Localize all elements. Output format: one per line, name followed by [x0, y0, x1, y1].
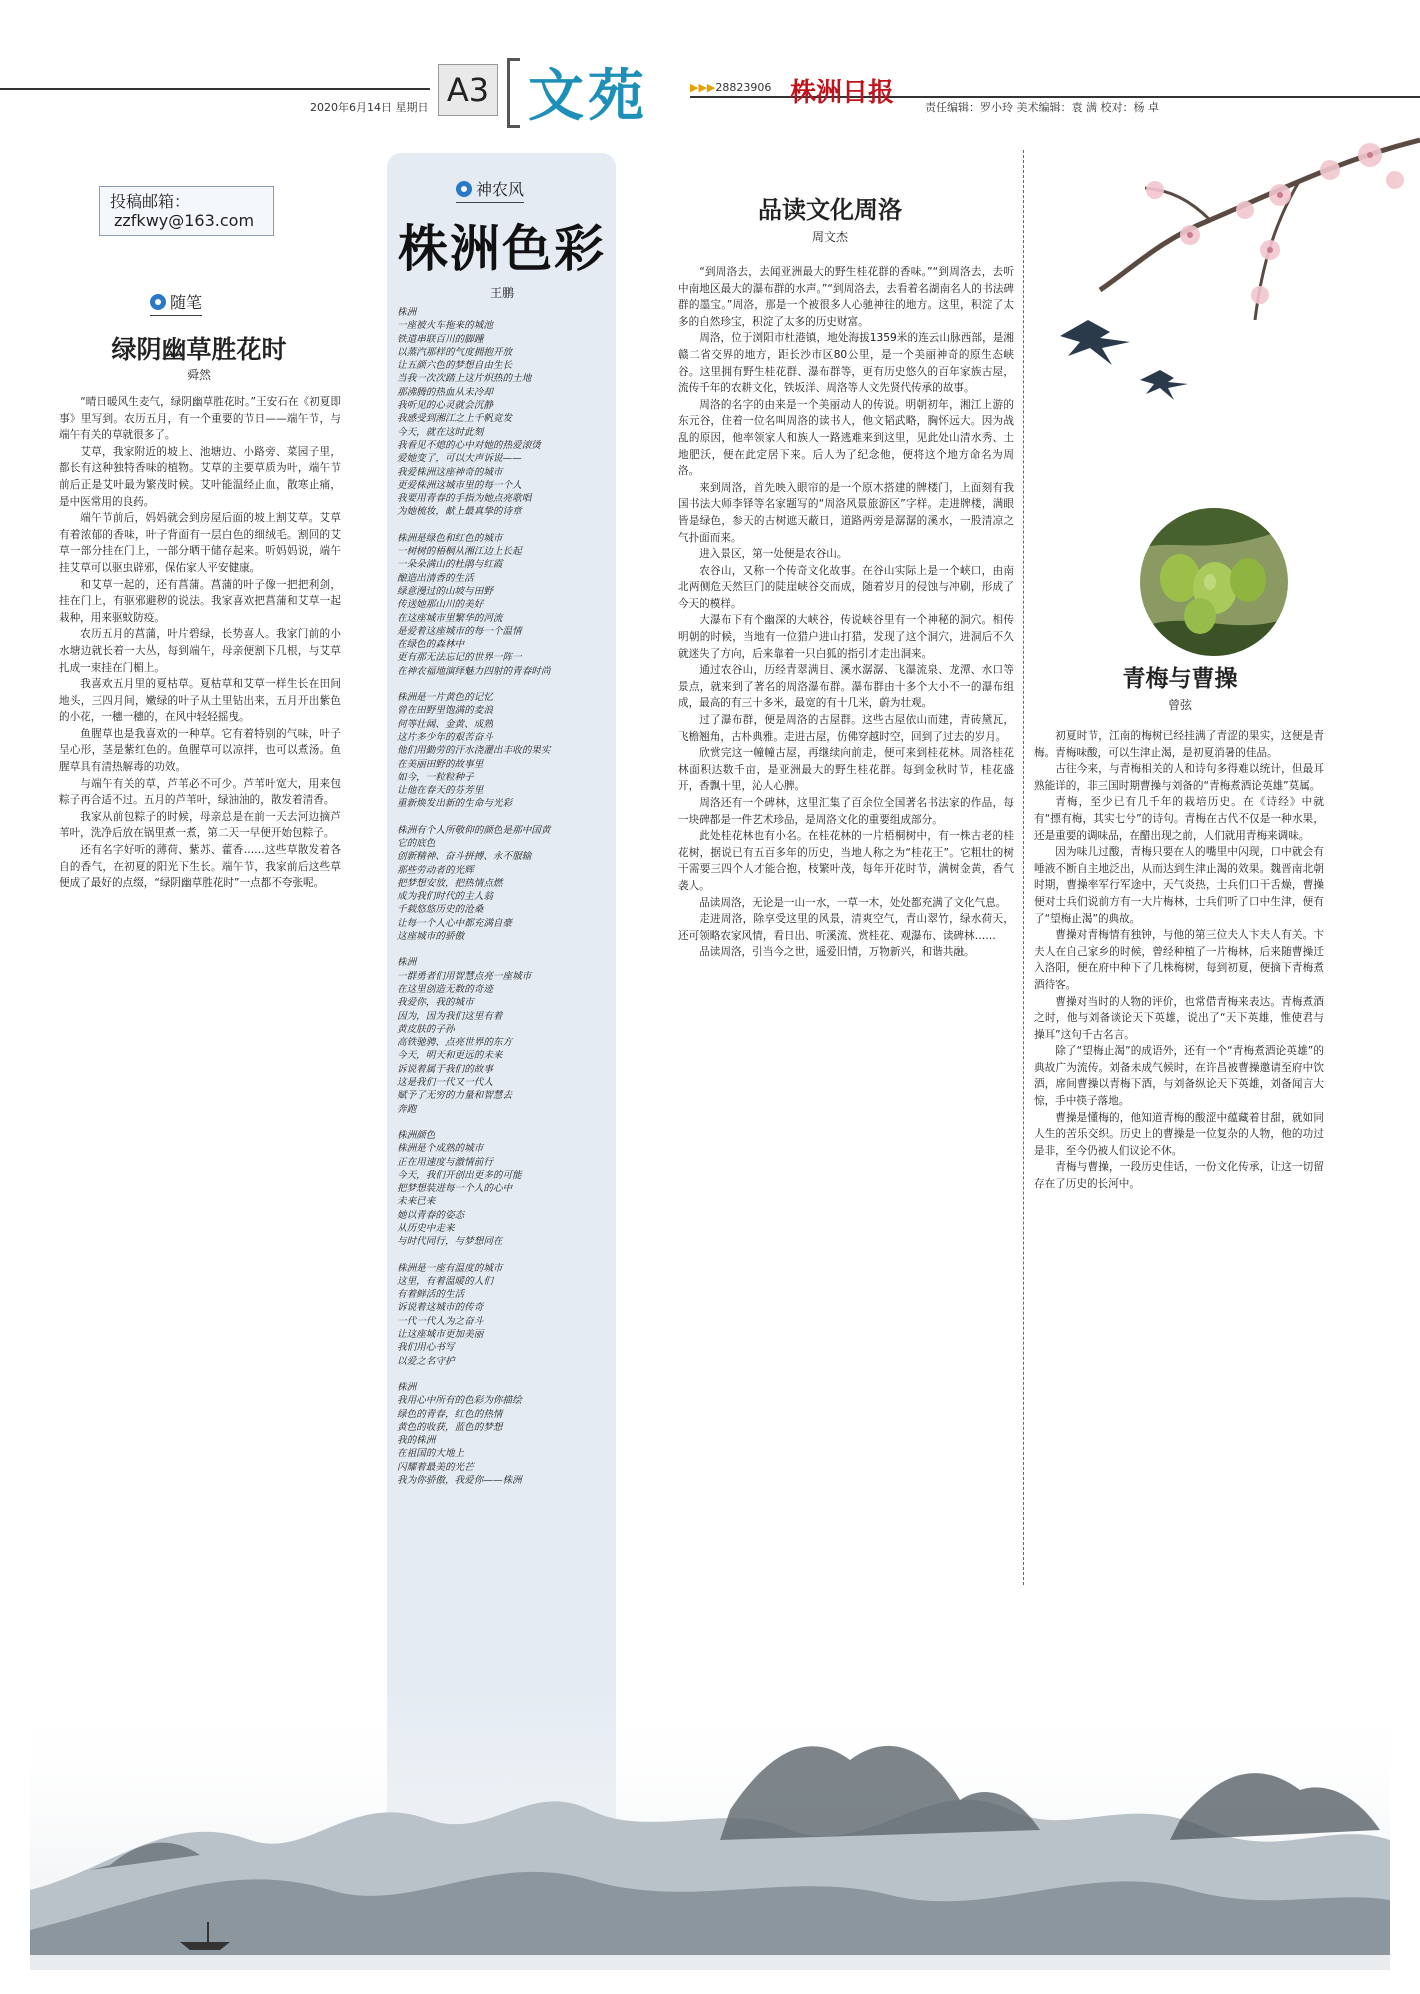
green-plum-photo: [1140, 508, 1288, 656]
paragraph: “晴日暖风生麦气，绿阴幽草胜花时。”王安石在《初夏即事》里写到。农历五月，有一个重要的节日——端午节，与端午有关的草就很多了。: [59, 396, 341, 442]
section-title: 文苑: [528, 64, 648, 129]
poem-line: 株洲是绿色和红色的城市: [397, 532, 503, 544]
poem-line: 这座城市的骄傲: [397, 931, 465, 943]
poem-line: 株洲是个成熟的城市: [397, 1143, 484, 1155]
poem-line: 我为你骄傲，我爱你——株洲: [397, 1475, 522, 1487]
paragraph: 因为味儿过酸，青梅只要在人的嘴里中闪现，口中就会有唾液不断自主地泛出，从而达到生津止渴的效果。魏晋南北朝时期，曹操率军行军途中，天气炎热，士兵们口干舌燥，曹操便对士兵们说前方有一大片梅林，士兵们听了口中生津，便有了“望梅止渴”的典故。: [1034, 846, 1324, 925]
poem-line: 让每一个人心中都充满自豪: [397, 917, 513, 929]
poem-stanza: [397, 1262, 607, 1368]
poem-line: 为她梳妆，献上最真挚的诗章: [397, 506, 522, 518]
paragraph: 过了瀑布群，便是周洛的古屋群。这些古屋依山而建，青砖黛瓦，飞檐翘角，古朴典雅。走进古屋，仿佛穿越时空，回到了过去的岁月。: [678, 714, 1014, 743]
poem-line: 把梦想装进每一个人的心中: [397, 1183, 513, 1195]
poem-line: 那些劳动者的光辉: [397, 864, 474, 876]
paragraph: 我家从前包粽子的时候，母亲总是在前一天去河边摘芦苇叶，洗净后放在锅里煮一煮，第二天一早便开始包粽子。: [59, 810, 341, 840]
paragraph: 曹操对青梅情有独钟，与他的第三位夫人卞夫人有关。卞夫人在自己家乡的时候，曾经种植了一片梅林，后来随曹操迁入洛阳，便在府中种下了几株梅树，每到初夏，便摘下青梅煮酒待客。: [1034, 929, 1324, 991]
poem-author: 王鹏: [489, 286, 514, 300]
hotline: [690, 81, 771, 94]
paragraph: 周洛的名字的由来是一个美丽动人的传说。明朝初年，湘江上游的东元谷，住着一位名叫周洛的读书人，他文韬武略，胸怀远大。因为战乱的原因，他率领家人和族人一路逃难来到这里，见此处山清水秀、土地肥沃，便在此定居下来。后人为了纪念他，便将这个地方命名为周洛。: [678, 398, 1014, 478]
poem-line: 让他在春天的芬芳里: [397, 785, 484, 797]
poem-line: 创新精神、奋斗拼搏、永不服输: [397, 851, 532, 863]
poem-line: 在美丽田野的故事里: [397, 758, 484, 770]
header-rule-left: [0, 88, 430, 90]
poem-title: 株洲色彩: [398, 219, 606, 278]
paragraph: 艾草，我家附近的坡上、池塘边、小路旁、菜园子里，都长有这种独特香味的植物。艾草的主要草质为叶，端午节前后正是艾叶最为繁茂时候。艾叶能温经止血，散寒止痛，是中医常用的良药。: [59, 445, 341, 508]
poem-stanza: [397, 691, 607, 811]
page-number: A3: [438, 64, 498, 116]
poem-line: 传送她那山川的美好: [397, 599, 484, 611]
poem-line: 黄皮肤的子孙: [397, 1023, 455, 1035]
poem-line: 是爱着这座城市的每一个温情: [397, 625, 522, 637]
paragraph: 我喜欢五月里的夏枯草。夏枯草和艾草一样生长在田间地头，三四月间，嫩绿的叶子从土里钻出来，五月开出紫色的小花，一穗一穗的，在风中轻轻摇曳。: [59, 678, 341, 724]
paragraph: 品读周洛，引当今之世，遥爱旧情，万物新兴，和谐共融。: [699, 946, 975, 959]
paragraph: 端午节前后，妈妈就会到房屋后面的坡上割艾草。艾草有着浓郁的香味，叶子背面有一层白色的细绒毛。割回的艾草一部分挂在门上，一部分晒干储存起来。听妈妈说，端午挂艾草可以驱虫辟邪，保佑家人平安健康。: [59, 512, 341, 574]
poem-line: 我们用心书写: [397, 1342, 455, 1354]
poem-line: 她以青春的姿态: [397, 1209, 465, 1221]
paragraph: “到周洛去，去闻亚洲最大的野生桂花群的香味。”“到周洛去，去听中南地区最大的瀑布群的水声。”“到周洛去，去看着名湖南名人的书法碑群的墨宝。”周洛，那是一个被很多人心驰神往的地方。这里，积淀了太多的自然珍宝，积淀了太多的历史财富。: [678, 266, 1014, 328]
poem-line: 我听见的心灵就会沉静: [397, 400, 493, 412]
poem-line: 一树树的梧桐从湘江边上长起: [397, 546, 522, 558]
submission-mailbox: [99, 186, 274, 236]
essay2-author: 周文杰: [811, 230, 848, 244]
paragraph: 还有名字好听的薄荷、紫苏、藿香……这些草散发着各自的香气，在初夏的阳光下生长。端午节，我家前后这些草便成了最好的点缀，“绿阴幽草胜花时”一点都不夸张呢。: [59, 844, 341, 890]
hotline-number: 28823906: [715, 81, 772, 94]
section-bracket: [507, 58, 520, 128]
poem-line: 成为我们时代的主人翁: [397, 891, 493, 903]
essay1-title: 绿阴幽草胜花时: [111, 335, 287, 364]
poem-line: 奔跑: [397, 1103, 417, 1115]
poem-line: 以爱之名守护: [397, 1355, 455, 1367]
poem-line: 一群勇者们用智慧点亮一座城市: [397, 970, 532, 982]
poem-line: 我看见不熄的心中对她的热爱滚烫: [397, 439, 541, 451]
poem-line: 当我一次次踏上这片炽热的土地: [397, 373, 532, 385]
poem-line: 铁道串联百川的脚踵: [397, 333, 484, 345]
poem-line: 我爱你，我的城市: [397, 997, 474, 1009]
poem-line: 株洲: [397, 1381, 417, 1393]
mailbox-email[interactable]: zzfkwy@163.com: [114, 211, 255, 230]
paragraph: 品读周洛，无论是一山一水，一草一木，处处都充满了文化气息。: [699, 896, 1007, 909]
poem-stanza: [397, 956, 607, 1116]
ink-landscape-illustration: [30, 1690, 1390, 1970]
poem-line: 他们用勤劳的汗水浇灌出丰收的果实: [397, 745, 551, 757]
essay3-title: 青梅与曹操: [1122, 665, 1238, 692]
poem-line: 黄色的收获，蓝色的梦想: [397, 1421, 503, 1433]
poem-line: 株洲: [397, 957, 417, 969]
poem-line: 一朵朵满山的杜鹃与红霞: [397, 559, 503, 571]
poem-line: 在这里创造无数的奇迹: [397, 983, 493, 995]
poem-kicker: 神农风: [476, 180, 525, 199]
poem-column-tag: [456, 177, 524, 200]
poem-line: 有着鲜活的生活: [397, 1289, 465, 1301]
paragraph: 古往今来，与青梅相关的人和诗句多得难以统计，但最耳熟能详的，非三国时期曹操与刘备的“青梅煮酒论英雄”莫属。: [1034, 763, 1324, 792]
essay1-column-tag: [150, 290, 202, 313]
poem-line: 更有那无法忘记的世界一阵一: [397, 652, 522, 664]
paragraph: 周洛，位于浏阳市杜港镇，地处海拔1359米的连云山脉西部，是湘赣二省交界的地方，距长沙市区80公里，是一个美丽神奇的原生态峡谷。这里拥有野生桂花群、瀑布群等，更有历史悠久的百年家族古屋，流传千年的农耕文化，铁坂洋、周洛等人文先贤代传承的故事。: [678, 332, 1014, 395]
paragraph: 青梅，至少已有几千年的栽培历史。在《诗经》中就有“摽有梅，其实七兮”的诗句。青梅在古代不仅是一种水果，还是重要的调味品，在醋出现之前，人们就用青梅来调味。: [1034, 796, 1324, 842]
poem-line: 从历史中走来: [397, 1223, 455, 1234]
poem-line: 我要用青春的手指为她点亮歌唱: [397, 493, 532, 505]
essay2-title: 品读文化周洛: [758, 195, 902, 224]
poem-line: 一代一代人为之奋斗: [397, 1315, 484, 1327]
poem-line: 让五颜六色的梦想自由生长: [397, 360, 513, 372]
poem-stanza: [397, 824, 607, 944]
plum-blossom-illustration: [1040, 120, 1420, 450]
poem-stanza: [397, 306, 607, 519]
paragraph: 和艾草一起的，还有菖蒲。菖蒲的叶子像一把把利剑，挂在门上，有驱邪避秽的说法。我家喜欢把菖蒲和艾草一起栽种，用来驱蚊防疫。: [59, 578, 341, 624]
essay1-body: [59, 394, 341, 1834]
paragraph: 初夏时节，江南的梅树已经挂满了青涩的果实，这便是青梅。青梅味酸，可以生津止渴，是初夏消暑的佳品。: [1034, 730, 1324, 759]
poem-line: 它的底色: [397, 837, 436, 849]
poem-line: 这是我们一代又一代人: [397, 1077, 493, 1089]
paragraph: 走进周洛，除享受这里的风景，清爽空气，青山翠竹，绿水荷天，还可领略农家风情，看日出、听溪流、赏桂花、观瀑布、读碑林……: [678, 913, 1014, 942]
essay2-body: [678, 264, 1014, 1684]
poem-line: 在绿色的森林中: [397, 639, 465, 651]
poem-line: 株洲颜色: [397, 1129, 436, 1141]
paragraph: 进入景区，第一处便是农谷山。: [699, 548, 848, 561]
paragraph: 鱼腥草也是我喜欢的一种草。它有着特别的气味，叶子呈心形，茎是紫红色的。鱼腥草可以凉拌，也可以煮汤。鱼腥草具有清热解毒的功效。: [59, 727, 341, 774]
poem-line: 我用心中所有的色彩为你描绘: [397, 1395, 522, 1407]
poem-line: 让这座城市更加美丽: [397, 1329, 484, 1341]
poem-line: 我爱株洲这座神奇的城市: [397, 466, 503, 478]
poem-line: 今天，明天和更远的未来: [397, 1050, 503, 1062]
poem-line: 在这座城市里繁华的河流: [397, 612, 503, 624]
paragraph: 来到周洛，首先映入眼帘的是一个原木搭建的牌楼门，上面刻有我国书法大师李铎等名家题写的“周洛风景旅游区”字样。走进牌楼，满眼皆是绿色，参天的古树遮天蔽日，道路两旁是潺潺的溪水，一股清凉之气扑面而来。: [678, 481, 1014, 544]
poem-line: 我的株洲: [397, 1435, 436, 1447]
paragraph: 大瀑布下有个幽深的大峡谷，传说峡谷里有一个神秘的洞穴。相传明朝的时候，当地有一位猎户进山打猎，发现了这个洞穴，进洞后不久就迷失了方向，后来靠着一只白狐的指引才走出洞来。: [678, 614, 1014, 660]
paragraph: 与端午有关的草，芦苇必不可少。芦苇叶宽大，用来包粽子再合适不过。五月的芦苇叶，绿油油的，散发着清香。: [59, 777, 341, 807]
editor-credits: 责任编辑：罗小玲 美术编辑：袁 满 校对：杨 卓: [925, 101, 1159, 114]
paragraph: 农谷山，又称一个传奇文化故事。在谷山实际上是一个峡口，由南北两侧危天然巨门的陡崖峡谷交而成，随着岁月的侵蚀与冲刷，形成了今天的模样。: [678, 564, 1014, 610]
poem-line: 这里，有着温暖的人们: [397, 1275, 493, 1287]
poem-line: 诉说着属于我们的故事: [397, 1063, 493, 1075]
poem-line: 曾在田野里饱满的麦浪: [397, 705, 493, 717]
column-divider: [1023, 150, 1024, 1585]
poem-line: 株洲是一座有温度的城市: [397, 1262, 503, 1274]
poem-line: 未来已来: [397, 1196, 436, 1208]
poem-line: 绿意漫过的山坡与田野: [397, 585, 493, 597]
poem-line: 千载悠悠历史的沧桑: [397, 904, 484, 916]
newspaper-masthead: 株洲日报: [790, 78, 895, 108]
poem-stanza: [397, 1381, 607, 1487]
poem-line: 这片多少年的艰苦奋斗: [397, 731, 493, 743]
poem-line: 在神农福地演绎魅力四射的青春时尚: [397, 665, 551, 677]
poem-line: 因为，因为我们这里有着: [397, 1010, 503, 1022]
poem-line: 我感受到湘江之上千帆竞发: [397, 413, 513, 425]
poem-line: 何等壮阔、金黄、成熟: [397, 718, 493, 730]
poem-line: 闪耀着最美的光芒: [397, 1461, 474, 1473]
paragraph: 农历五月的菖蒲，叶片碧绿，长势喜人。我家门前的小水塘边就长着一大丛，每到端午，母亲便割下几根，与艾草扎成一束挂在门楣上。: [59, 628, 341, 674]
poem-line: 今天，就在这时此刻: [397, 426, 484, 438]
paragraph: 曹操是懂梅的，他知道青梅的酸涩中蕴藏着甘甜，就如同人生的苦乐交织。历史上的曹操是一位复杂的人物，他的功过是非，至今仍被人们议论不休。: [1034, 1111, 1324, 1157]
paragraph: 周洛还有一个碑林，这里汇集了百余位全国著名书法家的作品，每一块碑都是一件艺术珍品，是周洛文化的重要组成部分。: [678, 797, 1014, 826]
poem-line: 诉说着这城市的传奇: [397, 1302, 484, 1314]
poem-line: 如今，一粒粒种子: [397, 771, 474, 783]
poem-line: 高铁驰骋、点亮世界的东方: [397, 1037, 513, 1049]
column-tag-icon: [150, 294, 166, 310]
poem-stanza: [397, 532, 607, 678]
poem-line: 那沸腾的热血从未冷却: [397, 386, 493, 398]
essay1-author: 舜然: [186, 368, 211, 382]
poem-line: 在祖国的大地上: [397, 1448, 465, 1460]
paragraph: 曹操对当时的人物的评价，也常借青梅来表达。青梅煮酒之时，他与刘备谈论天下英雄，说出了“天下英雄，惟使君与操耳”这句千古名言。: [1034, 995, 1324, 1041]
hotline-arrows-icon: ▶▶▶: [690, 81, 716, 94]
poem-line: 以蒸汽那样的气度拥抱开放: [397, 346, 513, 358]
issue-date: 2020年6月14日 星期日: [310, 101, 429, 114]
poem-line: 株洲有个人所敬仰的颜色是那中国黄: [397, 824, 551, 836]
paragraph: 此处桂花林也有小名。在桂花林的一片梧桐树中，有一株古老的桂花树，据说已有五百多年的历史，当地人称之为“桂花王”。它粗壮的树干需要三四个人才能合抱，枝繁叶茂，每年开花时节，满树金黄，香气袭人。: [678, 830, 1014, 892]
poem-line: 绿色的青春，红色的热情: [397, 1408, 503, 1420]
column-tag-icon: [456, 181, 472, 197]
poem-line: 一座被火车拖来的城池: [397, 320, 493, 332]
poem-line: 赋予了无穷的力量和智慧去: [397, 1090, 513, 1102]
paragraph: 通过农谷山，历经青翠满目、溪水潺潺、飞瀑流泉、龙潭、水口等景点，就来到了著名的周洛瀑布群。瀑布群由十多个大小不一的瀑布组成，最高的有三十多米，最宽的有十几米，蔚为壮观。: [678, 664, 1014, 710]
paragraph: 除了“望梅止渴”的成语外，还有一个“青梅煮酒论英雄”的典故广为流传。刘备未成气候时，在许昌被曹操邀请至府中饮酒，席间曹操以青梅下酒，与刘备纵论天下英雄，刘备闻言大惊，手中筷子落地。: [1034, 1045, 1324, 1108]
paragraph: 欣赏完这一幢幢古屋，再继续向前走，便可来到桂花林。周洛桂花林面积达数千亩，是亚洲最大的野生桂花群。每到金秋时节，桂花盛开，香飘十里，沁人心脾。: [678, 747, 1014, 793]
poem-line: 把梦想安放，把热情点燃: [397, 877, 503, 889]
poem-line: 株洲是一片黄色的记忆: [397, 692, 493, 704]
poem-line: 酿造出清香的生活: [397, 572, 474, 584]
poem-line: 爱她变了，可以大声诉说——: [397, 453, 522, 465]
poem-line: 正在用速度与激情前行: [397, 1156, 493, 1168]
essay3-author: 曾弦: [1167, 698, 1192, 712]
poem-line: 更爱株洲这城市里的每一个人: [397, 479, 522, 491]
poem-line: 与时代同行，与梦想同在: [397, 1236, 503, 1248]
poem-body: [397, 306, 607, 1500]
essay1-kicker: 随笔: [170, 293, 203, 312]
poem-line: 株洲: [397, 307, 417, 318]
poem-line: 今天，我们开创出更多的可能: [397, 1169, 522, 1181]
paragraph: 青梅与曹操，一段历史佳话，一份文化传承，让这一切留存在了历史的长河中。: [1034, 1161, 1324, 1191]
mailbox-label: 投稿邮箱：: [110, 192, 191, 211]
poem-line: 重新焕发出新的生命与光彩: [397, 798, 513, 810]
essay3-body: [1034, 728, 1324, 1728]
poem-stanza: [397, 1129, 607, 1249]
